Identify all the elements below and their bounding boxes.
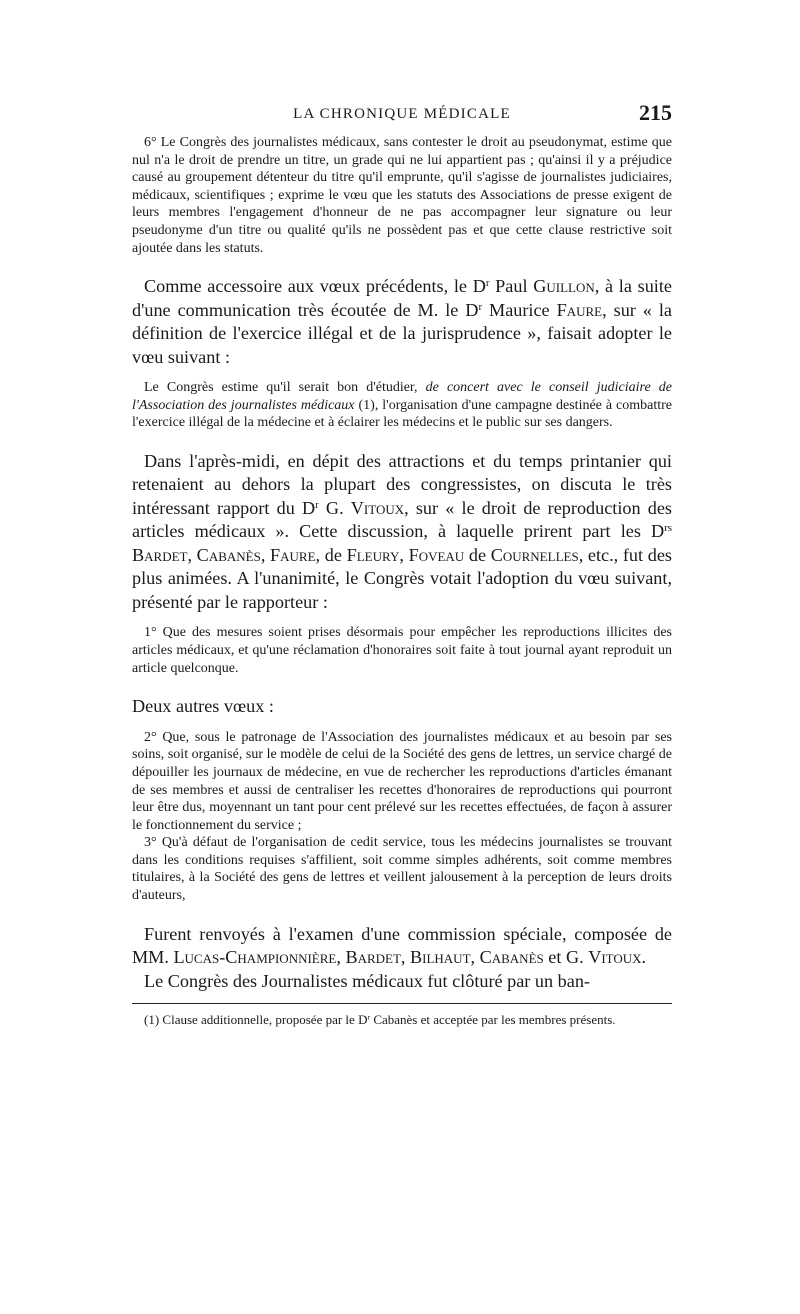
person-name: Vitoux	[350, 497, 405, 518]
paragraph-two-more: Deux autres vœux :	[132, 696, 274, 717]
paragraph-vow-2: 2° Que, sous le patronage de l'Association des journalistes médicaux et au besoin par ses soins, soit organisé, sur le modèle de celui de la Société des gens de lettres, un service chargé de dépouiller les journaux de médecine, en vue de rechercher les reproductions d'articles émanant de ses membres et aussi de centraliser les recettes d'honoraires de reproductions qui pourront leur être dus, moyennant un tant pour cent prélevé sur les recettes effectuées, de façon à assurer le fonctionnement du service ;	[132, 729, 672, 833]
paragraph-vow-6: 6° Le Congrès des journalistes médicaux, sans contester le droit au pseudonymat, estime que nul n'a le droit de prendre un titre, un grade qui ne lui appartient pas ; qu'ainsi il y a préjudice causé au groupement détenteur du titre qu'il emprunte, qu'il s'agisse de journalistes judiciaires, médicaux, scientifiques ; exprime le vœu que les statuts des Associations de presse exigent de leurs membres l'engagement d'honneur de ne pas accompagner leur signature ou leur pseudonyme d'un titre ou qualité qu'ils ne possèdent pas et que cette clause restrictive soit ajoutée dans les statuts.	[132, 135, 672, 256]
person-name: Faure	[556, 299, 603, 320]
person-name: Guillon	[533, 276, 595, 297]
footnote: (1) Clause additionnelle, proposée par le $D^r$ Cabanès et acceptée par les membres présents.	[144, 1012, 616, 1028]
paragraph-accessory: Comme accessoire aux vœux précédents, le $D^r$ Paul Guillon, à la suite d'une communication très écoutée de M. le $D^r$ Maurice Faure, sur « la définition de l'exercice illégal et de la jurisprudence », faisait adopter le vœu suivant :	[132, 276, 672, 367]
paragraph-vow-3: 3° Qu'à défaut de l'organisation de cedit service, tous les médecins journalistes se trouvant dans les conditions requises s'affilient, soit comme simples adhérents, soit comme membres titulaires, à la Société des gens de lettres et veillent jalousement à la perception de leurs droits d'auteurs,	[132, 835, 672, 904]
paragraph-closing: Le Congrès des Journalistes médicaux fut clôturé par un ban-	[144, 970, 590, 991]
paragraph-congress-study: Le Congrès estime qu'il serait bon d'étudier, de concert avec le conseil judiciaire de l'Association des journalistes médicaux (1), l'organisation d'une campagne destinée à combattre l'exercice illégal de la médecine et à éclairer les médecins et le public sur ses dangers.	[132, 380, 672, 431]
person-names: Fleury, Foveau	[346, 544, 465, 565]
footnote-divider	[132, 1003, 672, 1004]
page-header	[132, 98, 672, 128]
person-names: Lucas-Championnière, Bardet, Bilhaut, Cabanès	[173, 947, 544, 968]
running-title: LA CHRONIQUE MÉDICALE	[293, 106, 511, 122]
page-number: 215	[639, 100, 672, 125]
paragraph-commission: Furent renvoyés à l'examen d'une commission spéciale, composée de MM. Lucas-Championnière, Bardet, Bilhaut, Cabanès et G. Vitoux.	[132, 923, 672, 968]
person-name: Vitoux	[588, 947, 642, 968]
page	[132, 98, 672, 1028]
paragraph-vow-1: 1° Que des mesures soient prises désormais pour empêcher les reproductions illicites des articles médicaux, et qu'une réclamation d'honoraires soit faite à tout journal ayant reproduit un article quelconque.	[132, 625, 672, 676]
person-name: Cournelles	[490, 544, 579, 565]
paragraph-afternoon: Dans l'après-midi, en dépit des attractions et du temps printanier qui retenaient au dehors la plupart des congressistes, on discuta le très intéressant rapport du $D^r$ G. Vitoux, sur « le droit de reproduction des articles médicaux ». Cette discussion, à laquelle prirent part les $D^{rs}$ Bardet, Cabanès, Faure, de Fleury, Foveau de Cournelles, etc., fut des plus animées. A l'unanimité, le Congrès votait l'adoption du vœu suivant, présenté par le rapporteur :	[132, 450, 672, 612]
person-names: Bardet, Cabanès, Faure	[132, 544, 316, 565]
